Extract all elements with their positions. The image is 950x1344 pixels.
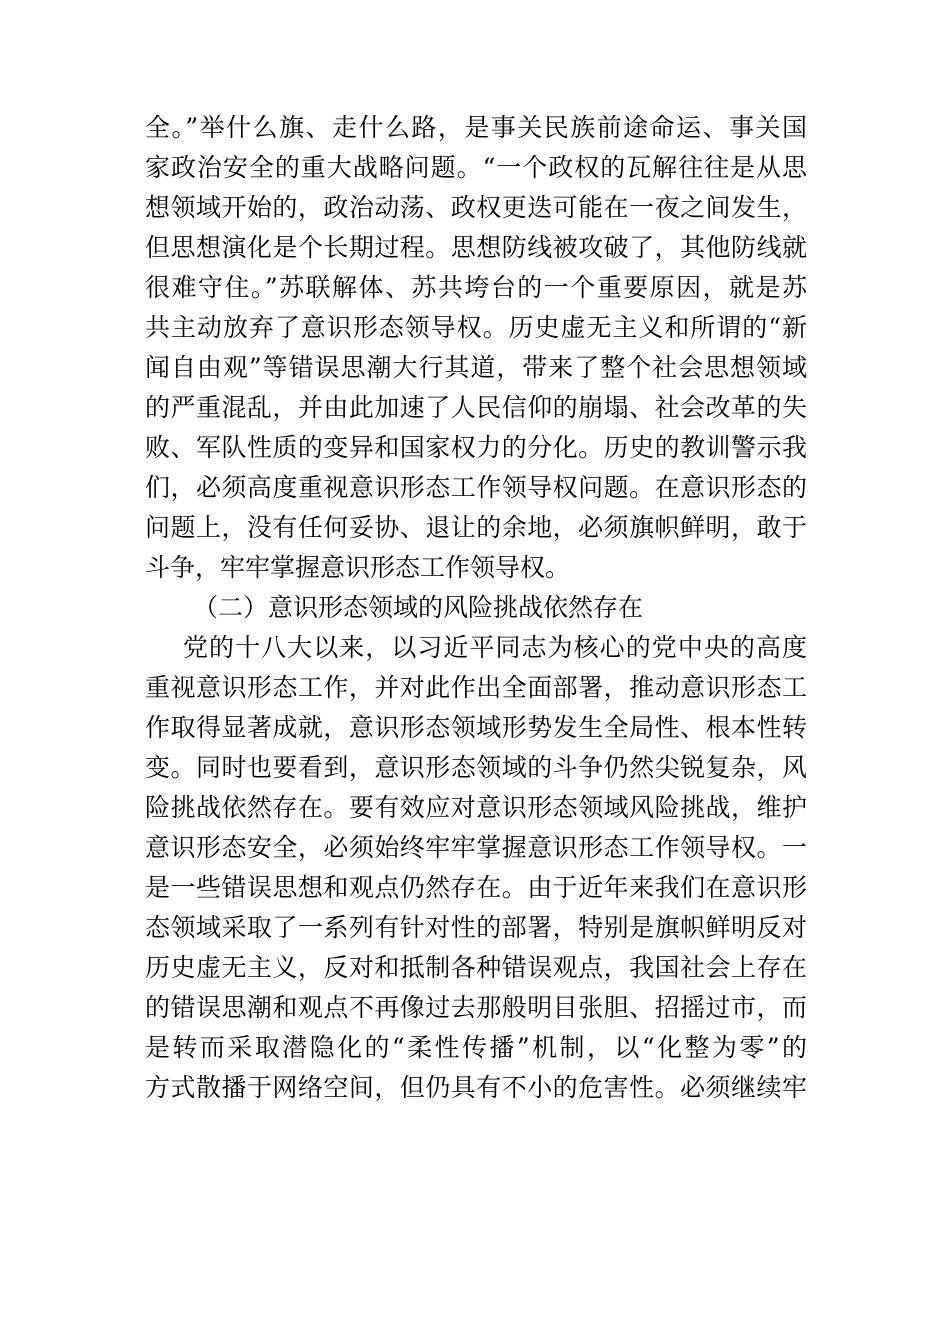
document-body <box>145 108 807 1108</box>
text-line: 重视意识形态工作，并对此作出全面部署，推动意识形态工 <box>145 673 807 702</box>
text-line: 的严重混乱，并由此加速了人民信仰的崩塌、社会改革的失 <box>145 393 807 422</box>
text-line: 变。同时也要看到，意识形态领域的斗争仍然尖锐复杂，风 <box>145 753 807 782</box>
text-line: 很难守住。”苏联解体、苏共垮台的一个重要原因，就是苏 <box>145 273 807 302</box>
text-line: 险挑战依然存在。要有效应对意识形态领域风险挑战，维护 <box>145 793 807 822</box>
text-line: 方式散播于网络空间，但仍具有不小的危害性。必须继续牢 <box>145 1073 807 1102</box>
text-line: 但思想演化是个长期过程。思想防线被攻破了，其他防线就 <box>145 233 807 262</box>
text-line: 意识形态安全，必须始终牢牢掌握意识形态工作领导权。一 <box>145 833 807 862</box>
text-line: 的错误思潮和观点不再像过去那般明目张胆、招摇过市，而 <box>145 993 807 1022</box>
text-line: 斗争，牢牢掌握意识形态工作领导权。 <box>145 553 571 582</box>
text-line: 作取得显著成就，意识形态领域形势发生全局性、根本性转 <box>145 713 807 742</box>
text-line: 是转而采取潜隐化的“柔性传播”机制，以“化整为零”的 <box>145 1033 807 1062</box>
text-line: 是一些错误思想和观点仍然存在。由于近年来我们在意识形 <box>145 873 807 902</box>
paragraph-2 <box>145 628 807 1108</box>
text-line: 败、军队性质的变异和国家权力的分化。历史的教训警示我 <box>145 433 807 462</box>
text-line: 历史虚无主义，反对和抵制各种错误观点，我国社会上存在 <box>145 953 807 982</box>
text-line: 们，必须高度重视意识形态工作领导权问题。在意识形态的 <box>145 473 807 502</box>
text-line: 想领域开始的，政治动荡、政权更迭可能在一夜之间发生， <box>145 193 807 222</box>
text-line: 共主动放弃了意识形态领导权。历史虚无主义和所谓的“新 <box>145 313 807 342</box>
paragraph-1 <box>145 108 807 588</box>
section-heading: （二）意识形态领域的风险挑战依然存在 <box>193 593 644 622</box>
text-line: 党的十八大以来，以习近平同志为核心的党中央的高度 <box>183 633 807 662</box>
text-line: 闻自由观”等错误思潮大行其道，带来了整个社会思想领域 <box>145 353 807 382</box>
text-line: 全。”举什么旗、走什么路，是事关民族前途命运、事关国 <box>145 113 807 142</box>
text-line: 家政治安全的重大战略问题。“一个政权的瓦解往往是从思 <box>145 153 807 182</box>
text-line: 态领域采取了一系列有针对性的部署，特别是旗帜鲜明反对 <box>145 913 807 942</box>
text-line: 问题上，没有任何妥协、退让的余地，必须旗帜鲜明，敢于 <box>145 513 807 542</box>
